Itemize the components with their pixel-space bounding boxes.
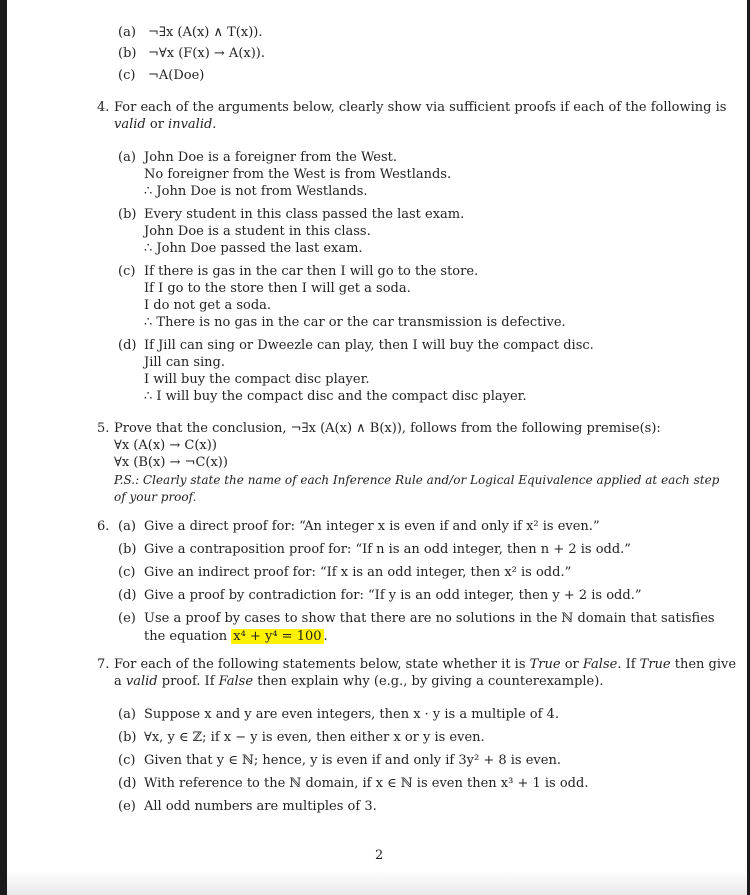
q6c-label: (c) <box>118 565 136 580</box>
q4b-line3: ∴ John Doe passed the last exam. <box>144 241 363 256</box>
q7d-text: With reference to the ℕ domain, if x ∈ ℕ is even then x³ + 1 is odd. <box>144 776 589 791</box>
q6e-line1: Use a proof by cases to show that there are no solutions in the ℕ domain that satisfies <box>144 611 715 626</box>
q4a-line3: ∴ John Doe is not from Westlands. <box>144 184 368 199</box>
page-bottom-shadow <box>7 870 747 895</box>
top-item-c-text: ¬A(Doe) <box>148 68 205 83</box>
q5-ps-line2: of your proof. <box>114 490 197 504</box>
q7-l2-a: a <box>114 674 126 689</box>
q6e-period: . <box>323 629 328 644</box>
q5-line1: Prove that the conclusion, ¬∃x (A(x) ∧ B(x)), follows from the following premise(s): <box>114 421 661 436</box>
top-item-a-text: ¬∃x (A(x) ∧ T(x)). <box>148 25 263 40</box>
q7c-label: (c) <box>118 753 136 768</box>
q6e-equation-prefix: the equation <box>144 629 232 644</box>
q4b-label: (b) <box>118 207 137 222</box>
q7e-text: All odd numbers are multiples of 3. <box>144 799 377 814</box>
q7-line1 <box>114 657 736 673</box>
q4c-line2: If I go to the store then I will get a soda. <box>144 281 411 296</box>
q4a-line1: John Doe is a foreigner from the West. <box>144 150 398 165</box>
q4d-line4: ∴ I will buy the compact disc and the compact disc player. <box>144 389 527 404</box>
q7-l1-a: For each of the following statements below, state whether it is <box>114 657 530 672</box>
top-item-c-label: (c) <box>118 68 136 83</box>
q4d-line2: Jill can sing. <box>144 355 226 370</box>
q6e-label: (e) <box>118 611 136 626</box>
q4d-line3: I will buy the compact disc player. <box>144 372 370 387</box>
q7c-text: Given that y ∈ ℕ; hence, y is even if and only if 3y² + 8 is even. <box>144 753 561 768</box>
top-item-a-label: (a) <box>118 25 136 40</box>
q7-l2-e: then explain why (e.g., by giving a counterexample). <box>253 674 604 689</box>
q4d-line1: If Jill can sing or Dweezle can play, then I will buy the compact disc. <box>144 338 594 353</box>
q4b-line1: Every student in this class passed the last exam. <box>144 207 465 222</box>
page-number: 2 <box>375 848 384 863</box>
q4-or: or <box>145 117 169 132</box>
q7b-text: ∀x, y ∈ ℤ; if x − y is even, then either x or y is even. <box>144 730 485 745</box>
q5-ps-line1: P.S.: Clearly state the name of each Inference Rule and/or Logical Equivalence applied at each step <box>114 473 720 487</box>
document-page <box>7 0 747 895</box>
q7-line2 <box>114 674 603 690</box>
q5-premise2: ∀x (B(x) → ¬C(x)) <box>114 455 228 470</box>
q7-number: 7. <box>97 657 110 672</box>
q7-l1-e: . If <box>617 657 640 672</box>
q4-line1: For each of the arguments below, clearly show via sufficient proofs if each of the following is <box>114 100 727 115</box>
q6d-label: (d) <box>118 588 137 603</box>
q5-number: 5. <box>97 421 110 436</box>
q7-false-2: False <box>218 674 254 689</box>
q7-true-2: True <box>639 657 671 672</box>
q4a-label: (a) <box>118 150 136 165</box>
q6-number: 6. <box>97 519 110 534</box>
q4-line2 <box>114 117 216 133</box>
q7-false-1: False <box>582 657 618 672</box>
q7a-label: (a) <box>118 707 136 722</box>
q7-l1-c: or <box>560 657 583 672</box>
q4c-label: (c) <box>118 264 136 279</box>
q7-l1-g: then give <box>670 657 737 672</box>
q6d-text: Give a proof by contradiction for: “If y is an odd integer, then y + 2 is odd.” <box>144 588 642 603</box>
q4c-line1: If there is gas in the car then I will go to the store. <box>144 264 479 279</box>
q6c-text: Give an indirect proof for: “If x is an odd integer, then x² is odd.” <box>144 565 572 580</box>
q4b-line2: John Doe is a student in this class. <box>144 224 371 239</box>
q4a-line2: No foreigner from the West is from Westlands. <box>144 167 452 182</box>
q5-premise1: ∀x (A(x) → C(x)) <box>114 438 217 453</box>
q4d-label: (d) <box>118 338 137 353</box>
q4-valid: valid <box>114 117 146 132</box>
q4-number: 4. <box>97 100 110 115</box>
q6b-text: Give a contraposition proof for: “If n is an odd integer, then n + 2 is odd.” <box>144 542 631 557</box>
q7-valid: valid <box>125 674 158 689</box>
q7-l2-c: proof. If <box>157 674 219 689</box>
q4c-line3: I do not get a soda. <box>144 298 272 313</box>
q7d-label: (d) <box>118 776 137 791</box>
q7b-label: (b) <box>118 730 137 745</box>
q6e-equation-highlight: x⁴ + y⁴ = 100 <box>233 629 322 644</box>
q6a-label: (a) <box>118 519 136 534</box>
q7e-label: (e) <box>118 799 136 814</box>
q7a-text: Suppose x and y are even integers, then x · y is a multiple of 4. <box>144 707 559 722</box>
q6e-line2 <box>144 629 328 645</box>
q4-invalid: invalid. <box>168 117 217 132</box>
q6a-text: Give a direct proof for: “An integer x is even if and only if x² is even.” <box>144 519 600 534</box>
top-item-b-text: ¬∀x (F(x) → A(x)). <box>148 46 265 61</box>
q6b-label: (b) <box>118 542 137 557</box>
top-item-b-label: (b) <box>118 46 137 61</box>
q4c-line4: ∴ There is no gas in the car or the car transmission is defective. <box>144 315 566 330</box>
q7-true-1: True <box>529 657 561 672</box>
